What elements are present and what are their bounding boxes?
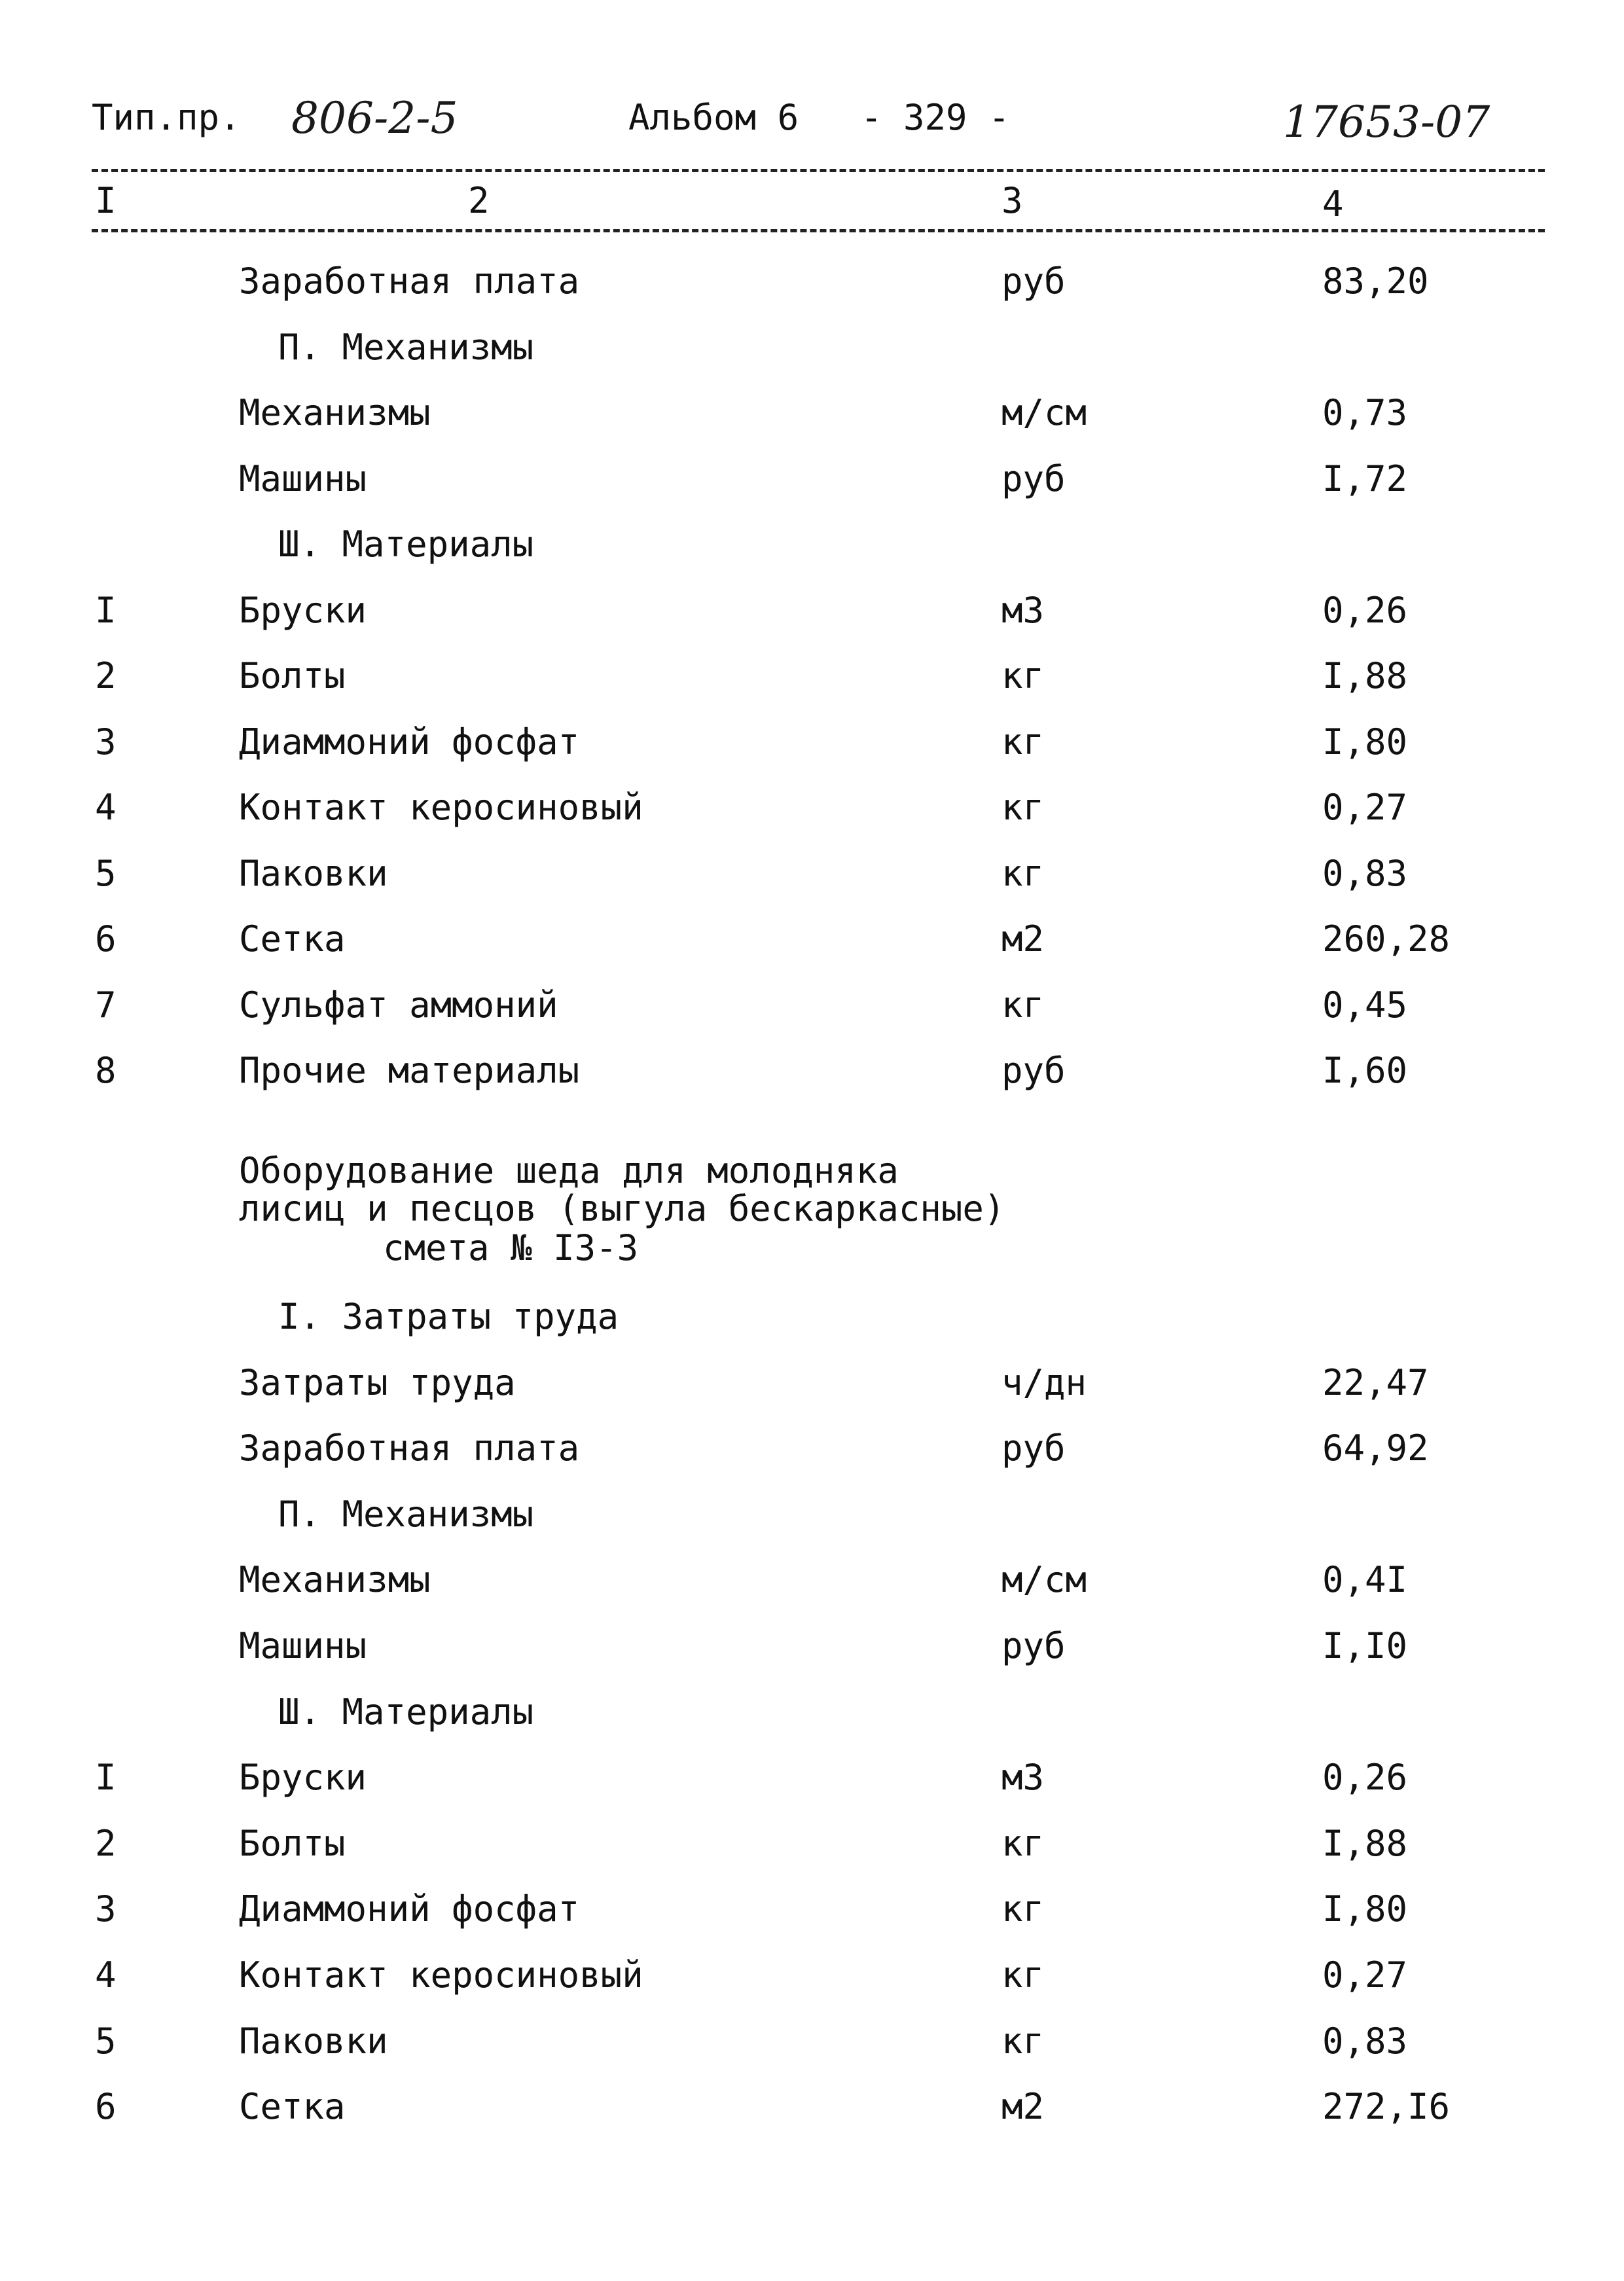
header-rule-bottom — [92, 229, 1545, 232]
row-number: 4 — [95, 1954, 117, 1996]
item-unit: кг — [1001, 852, 1045, 894]
section-title-line-1: Оборудование шеда для молодняка — [239, 1150, 899, 1191]
item-unit: кг — [1001, 1888, 1045, 1930]
table-row — [0, 260, 1624, 313]
table-row — [0, 1757, 1624, 1809]
item-unit: кг — [1001, 1954, 1045, 1996]
section-heading: I. Затраты труда — [278, 1296, 619, 1337]
item-name: Заработная плата — [239, 260, 580, 302]
table-row — [0, 1625, 1624, 1678]
row-number: 5 — [95, 852, 117, 894]
item-unit: кг — [1001, 2020, 1045, 2062]
item-value: 0,27 — [1322, 787, 1408, 828]
row-number: 6 — [95, 2086, 117, 2128]
item-name: Сетка — [239, 918, 346, 960]
row-number: I — [95, 1757, 117, 1799]
table-row — [0, 853, 1624, 905]
item-name: Контакт керосиновый — [239, 1954, 643, 1996]
item-unit: м2 — [1001, 918, 1045, 960]
item-unit: кг — [1001, 655, 1045, 696]
item-name: Сетка — [239, 2086, 346, 2128]
item-value: I,72 — [1322, 458, 1408, 499]
item-unit: руб — [1001, 260, 1066, 302]
item-name: Бруски — [239, 589, 367, 631]
section-title — [239, 1152, 1005, 1228]
type-number: 806-2-5 — [291, 93, 458, 143]
item-value: 64,92 — [1322, 1428, 1429, 1469]
table-row — [0, 1559, 1624, 1611]
table-row — [0, 1050, 1624, 1102]
item-name: Прочие материалы — [239, 1050, 580, 1091]
item-name: Бруски — [239, 1757, 367, 1799]
table-row — [0, 590, 1624, 642]
row-number: 5 — [95, 2020, 117, 2062]
row-number: I — [95, 589, 117, 631]
item-unit: кг — [1001, 984, 1045, 1026]
item-unit: руб — [1001, 1428, 1066, 1469]
item-value: 272,I6 — [1322, 2086, 1451, 2128]
item-unit: м/см — [1001, 1559, 1087, 1601]
item-unit: ч/дн — [1001, 1361, 1087, 1403]
row-number: 7 — [95, 984, 117, 1026]
row-number: 3 — [95, 1888, 117, 1930]
item-name: Механизмы — [239, 1559, 431, 1601]
section-heading-row — [0, 1296, 1624, 1348]
item-name: Диаммоний фосфат — [239, 1888, 580, 1930]
item-value: 22,47 — [1322, 1361, 1429, 1403]
item-value: 0,4I — [1322, 1559, 1408, 1601]
item-value: 0,27 — [1322, 1954, 1408, 1996]
table-row — [0, 392, 1624, 444]
section-heading-row — [0, 1691, 1624, 1744]
item-unit: руб — [1001, 1625, 1066, 1666]
item-value: I,88 — [1322, 1822, 1408, 1864]
item-name: Заработная плата — [239, 1428, 580, 1469]
item-name: Болты — [239, 655, 346, 696]
item-name: Затраты труда — [239, 1361, 516, 1403]
document-code: 17653-07 — [1283, 97, 1490, 147]
item-name: Паковки — [239, 852, 388, 894]
item-name: Механизмы — [239, 392, 431, 433]
item-value: 0,26 — [1322, 1757, 1408, 1799]
section-heading-row — [0, 524, 1624, 576]
row-number: 2 — [95, 655, 117, 696]
item-value: I,88 — [1322, 655, 1408, 696]
item-value: 83,20 — [1322, 260, 1429, 302]
item-value: I,I0 — [1322, 1625, 1408, 1666]
item-value: I,60 — [1322, 1050, 1408, 1091]
section-heading: Ш. Материалы — [278, 1691, 534, 1733]
row-number: 3 — [95, 721, 117, 763]
estimate-number: смета № I3-3 — [383, 1227, 639, 1268]
section-heading: П. Механизмы — [278, 326, 534, 368]
section-heading-row — [0, 1494, 1624, 1546]
table-row — [0, 1362, 1624, 1414]
item-name: Паковки — [239, 2020, 388, 2062]
row-number: 4 — [95, 787, 117, 828]
table-row — [0, 918, 1624, 971]
type-label: Тип.пр. — [92, 97, 241, 138]
item-value: 260,28 — [1322, 918, 1451, 960]
item-value: 0,45 — [1322, 984, 1408, 1026]
album-label: Альбом 6 — [628, 97, 799, 138]
section-heading: П. Механизмы — [278, 1493, 534, 1535]
item-unit: кг — [1001, 721, 1045, 763]
item-unit: кг — [1001, 787, 1045, 828]
row-number: 2 — [95, 1822, 117, 1864]
row-number: 8 — [95, 1050, 117, 1091]
item-name: Контакт керосиновый — [239, 787, 643, 828]
table-row — [0, 458, 1624, 511]
table-row — [0, 984, 1624, 1037]
item-unit: м3 — [1001, 589, 1045, 631]
section-heading-row — [0, 327, 1624, 379]
column-header-1: I — [95, 180, 117, 221]
item-unit: м/см — [1001, 392, 1087, 433]
table-row — [0, 2086, 1624, 2138]
table-row — [0, 1888, 1624, 1941]
section-heading: Ш. Материалы — [278, 524, 534, 565]
table-row — [0, 721, 1624, 774]
column-header-3: 3 — [1001, 180, 1023, 221]
item-name: Болты — [239, 1822, 346, 1864]
section-title-line-2: лисиц и песцов (выгула бескаркасные) — [239, 1188, 1005, 1229]
table-row — [0, 1823, 1624, 1875]
table-row — [0, 655, 1624, 708]
item-unit: руб — [1001, 458, 1066, 499]
item-value: 0,26 — [1322, 589, 1408, 631]
item-unit: м3 — [1001, 1757, 1045, 1799]
item-name: Машины — [239, 458, 367, 499]
item-unit: м2 — [1001, 2086, 1045, 2128]
column-header-2: 2 — [468, 180, 490, 221]
item-name: Машины — [239, 1625, 367, 1666]
item-value: 0,73 — [1322, 392, 1408, 433]
item-value: I,80 — [1322, 721, 1408, 763]
row-number: 6 — [95, 918, 117, 960]
item-name: Сульфат аммоний — [239, 984, 558, 1026]
item-unit: кг — [1001, 1822, 1045, 1864]
column-header-4: 4 — [1322, 183, 1344, 225]
item-value: 0,83 — [1322, 852, 1408, 894]
table-row — [0, 2021, 1624, 2073]
table-row — [0, 1954, 1624, 2007]
table-row — [0, 787, 1624, 839]
item-value: I,80 — [1322, 1888, 1408, 1930]
header-rule-top — [92, 169, 1545, 172]
item-name: Диаммоний фосфат — [239, 721, 580, 763]
item-value: 0,83 — [1322, 2020, 1408, 2062]
page-number: - 329 - — [861, 97, 1010, 138]
item-unit: руб — [1001, 1050, 1066, 1091]
table-row — [0, 1428, 1624, 1480]
